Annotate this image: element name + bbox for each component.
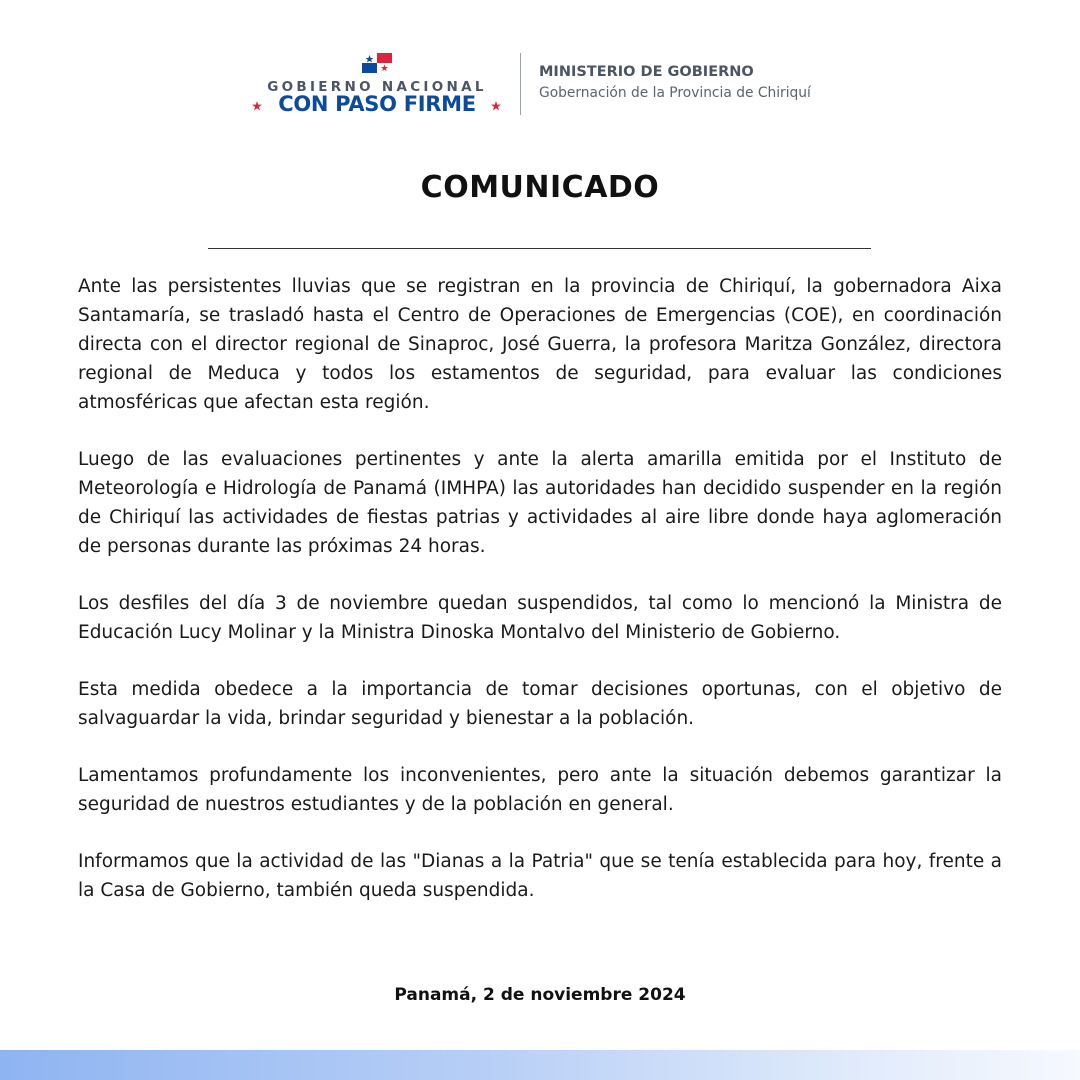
paragraph: Luego de las evaluaciones pertinentes y ante la alerta amarilla emitida por el Instituto de Meteorología e Hidrología de Panamá (IMHPA) las autoridades han decidido suspender en la región de Chiriquí las actividades de fiestas patrias y actividades al aire libre donde haya aglomeración de personas durante las próximas 24 horas.	[78, 449, 1002, 557]
ministry-subtitle: Gobernación de la Provincia de Chiriquí	[539, 85, 811, 101]
footer-gradient-bar	[0, 1050, 1080, 1080]
communique-body	[78, 272, 1002, 933]
date-line: Panamá, 2 de noviembre 2024	[394, 985, 686, 1005]
logo-top-text: GOBIERNO NACIONAL	[267, 79, 487, 95]
ministry-block	[539, 64, 811, 101]
government-logo	[248, 50, 506, 120]
panama-flag-icon	[362, 53, 392, 73]
header	[0, 50, 1080, 120]
paragraph: Informamos que la actividad de las "Dianas a la Patria" que se tenía establecida para hoy, frente a la Casa de Gobierno, también queda suspendida.	[78, 851, 1002, 901]
paragraph: Los desfiles del día 3 de noviembre quedan suspendidos, tal como lo mencionó la Ministra de Educación Lucy Molinar y la Ministra Dinoska Montalvo del Ministerio de Gobierno.	[78, 593, 1002, 643]
paragraph: Esta medida obedece a la importancia de tomar decisiones oportunas, con el objetivo de salvaguardar la vida, brindar seguridad y bienestar a la población.	[78, 679, 1002, 729]
paragraph: Ante las persistentes lluvias que se registran en la provincia de Chiriquí, la gobernadora Aixa Santamaría, se trasladó hasta el Centro de Operaciones de Emergencias (COE), en coordinación directa con el director regional de Sinaproc, José Guerra, la profesora Maritza González, directora regional de Meduca y todos los estamentos de seguridad, para evaluar las condiciones atmosféricas que afectan esta región.	[78, 276, 1002, 413]
star-icon	[491, 101, 501, 111]
paragraph: Lamentamos profundamente los inconvenientes, pero ante la situación debemos garantizar la seguridad de nuestros estudiantes y de la población en general.	[78, 765, 1002, 815]
title-underline	[208, 248, 871, 249]
ministry-name: MINISTERIO DE GOBIERNO	[539, 64, 754, 80]
logo-bottom-text: CON PASO FIRME	[278, 92, 476, 116]
header-divider	[520, 53, 521, 115]
page-title: COMUNICADO	[420, 170, 660, 205]
